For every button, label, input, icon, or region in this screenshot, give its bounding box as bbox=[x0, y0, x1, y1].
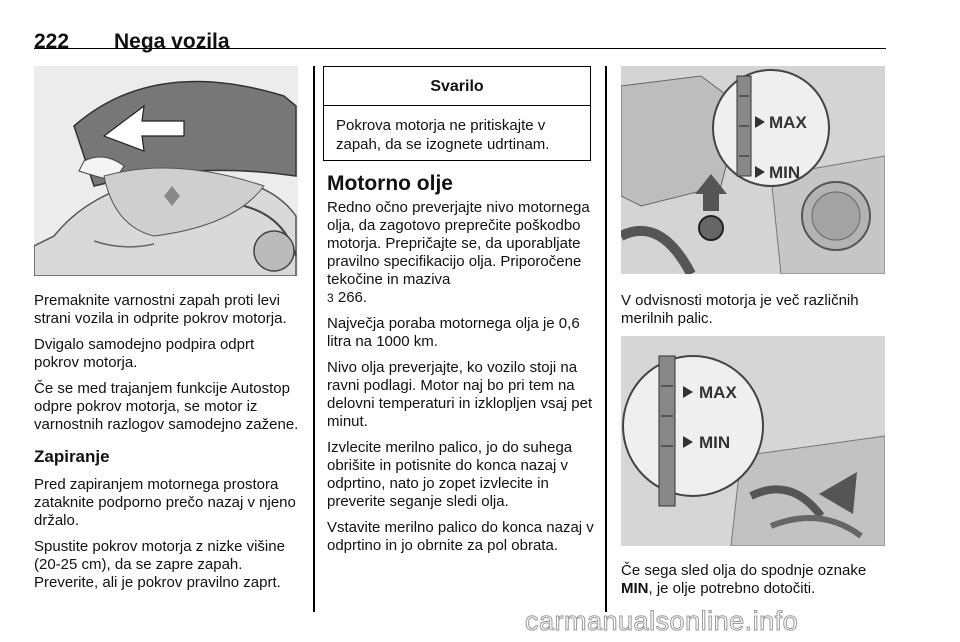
paragraph: Premaknite varnostni zapah proti levi strani vozila in odprite pokrov motorja. bbox=[34, 292, 287, 327]
paragraph: Vstavite merilno palico do konca nazaj v odprtino in jo obrnite za pol obrata. bbox=[327, 519, 594, 554]
paragraph: Največja poraba motornega olja je 0,6 litra na 1000 km. bbox=[327, 315, 580, 350]
warning-title: Svarilo bbox=[324, 67, 590, 106]
left-column bbox=[34, 292, 300, 600]
paragraph: Nivo olja preverjajte, ko vozilo stoji na ravni podlagi. Motor naj bo pri tem na delovni temperaturi in izklopljen vsaj pet minut. bbox=[327, 359, 593, 430]
dipstick-figure-2 bbox=[621, 336, 885, 546]
caption-text: Če sega sled olja do spodnje oznake bbox=[621, 562, 867, 579]
caption-text: , je olje potrebno dotočiti. bbox=[648, 580, 816, 597]
caption-1: V odvisnosti motorja je več različnih merilnih palic. bbox=[621, 292, 859, 327]
page-number: 222 bbox=[34, 30, 70, 53]
page-title: Nega vozila bbox=[114, 30, 230, 53]
paragraph: Dvigalo samodejno podpira odprt pokrov motorja. bbox=[34, 336, 255, 371]
reference-page: 266. bbox=[333, 289, 368, 306]
caption-bold: MIN bbox=[621, 580, 649, 597]
column-divider bbox=[605, 66, 607, 612]
min-label: MIN bbox=[769, 163, 801, 182]
paragraph bbox=[327, 199, 595, 307]
middle-column bbox=[327, 172, 595, 563]
hood-figure bbox=[34, 66, 298, 276]
section-heading: Motorno olje bbox=[327, 172, 453, 195]
paragraph: Spustite pokrov motorja z nizke višine (20-25 cm), da se zapre zapah. Preverite, ali je pokrov pravilno zaprt. bbox=[34, 538, 285, 591]
warning-text: Pokrova motorja ne pritiskajte v zapah, da se izognete udrtinam. bbox=[336, 117, 550, 153]
column-divider bbox=[313, 66, 315, 612]
max-label: MAX bbox=[699, 383, 737, 402]
max-label: MAX bbox=[769, 113, 807, 132]
min-label: MIN bbox=[699, 433, 731, 452]
page-reference[interactable] bbox=[327, 289, 367, 306]
paragraph: Pred zapiranjem motornega prostora zataknite podporno prečo nazaj v njeno držalo. bbox=[34, 476, 296, 529]
page-header bbox=[34, 8, 886, 53]
paragraph: Izvlecite merilno palico, jo do suhega obrišite in potisnite do konca nazaj v odprtino, nato jo zopet izvlecite in preverite seganje sledi olja. bbox=[327, 439, 573, 510]
paragraph-text: Redno očno preverjajte nivo motornega olja, da zagotovo preprečite poškodbo motorja. Prepričajte se, da uporabljate pravilno specifikacijo olja. Priporočene tekočine in maziva bbox=[327, 199, 590, 288]
warning-box bbox=[323, 66, 591, 161]
dipstick-figure-1 bbox=[621, 66, 885, 274]
watermark: carmanualsonline.info bbox=[525, 606, 799, 636]
arrow-icon: 3 bbox=[327, 291, 334, 305]
section-heading: Zapiranje bbox=[34, 447, 110, 466]
paragraph: Če se med trajanjem funkcije Autostop odpre pokrov motorja, se motor iz varnostnih razlogov samodejno zažene. bbox=[34, 380, 299, 433]
caption-2 bbox=[621, 562, 887, 598]
